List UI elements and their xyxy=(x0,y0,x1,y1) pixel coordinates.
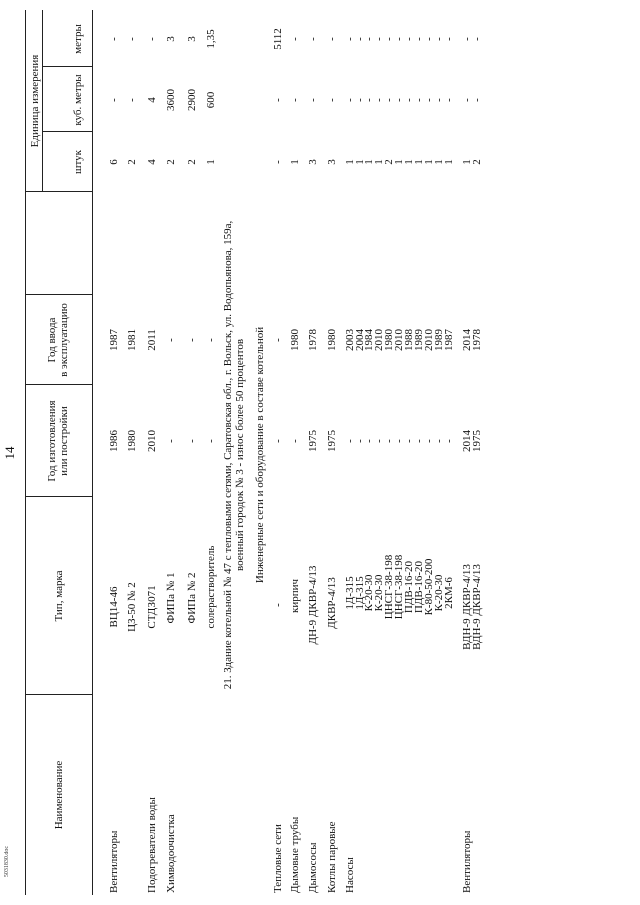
cell-made: - xyxy=(383,439,395,443)
cell-cubic: - xyxy=(471,98,483,102)
cell-pcs: 1 xyxy=(205,159,217,165)
table-top-border xyxy=(25,10,26,895)
cell-type: ПДВ-16-20 xyxy=(403,560,415,614)
cell-name: Котлы паровые xyxy=(326,821,338,893)
cell-cubic: - xyxy=(307,98,319,102)
cell-pcs: 2 xyxy=(186,159,198,165)
header-year-service-1: Год ввода xyxy=(46,317,58,363)
cell-cubic: - xyxy=(383,98,395,102)
col-divider-5 xyxy=(25,191,92,192)
cell-service: 1988 xyxy=(403,329,415,351)
cell-service: 1980 xyxy=(383,329,395,351)
cell-cubic: - xyxy=(461,98,473,102)
cell-pcs: 1 xyxy=(289,159,301,165)
cell-type: ДКВР-4/13 xyxy=(326,577,338,629)
cell-made: - xyxy=(354,439,366,443)
header-unit-meters: метры xyxy=(72,24,84,54)
cell-name: Дымовые трубы xyxy=(289,816,301,893)
cell-service: - xyxy=(186,338,198,342)
cell-type: К-80-50-200 xyxy=(423,558,435,616)
cell-made: - xyxy=(373,439,385,443)
cell-type: 1Д-315 xyxy=(344,576,356,610)
col-divider-3 xyxy=(25,384,92,385)
col-divider-1 xyxy=(25,694,92,695)
cell-made: 1975 xyxy=(307,430,319,452)
cell-meters: 3 xyxy=(165,36,177,42)
header-unit-pcs: штук xyxy=(72,150,84,174)
cell-type: К-20-30 xyxy=(363,574,375,612)
cell-made: - xyxy=(363,439,375,443)
section2-title-line-2: военный городок № 3 - износ более 50 процентов xyxy=(234,338,246,572)
cell-made: - xyxy=(413,439,425,443)
cell-meters: - xyxy=(433,37,445,41)
cell-made: - xyxy=(272,439,284,443)
cell-name: Подогреватели воды xyxy=(146,797,158,893)
cell-type: ВЦ14-46 xyxy=(108,586,120,628)
cell-name: Дымососы xyxy=(307,842,319,893)
cell-made: - xyxy=(433,439,445,443)
cell-meters: - xyxy=(471,37,483,41)
cell-pcs: 2 xyxy=(471,159,483,165)
cell-service: 2004 xyxy=(354,329,366,351)
cell-name: Вентиляторы xyxy=(461,830,473,893)
cell-service: 1980 xyxy=(326,329,338,351)
cell-cubic: - xyxy=(413,98,425,102)
cell-service: - xyxy=(272,338,284,342)
cell-meters: 1,35 xyxy=(205,29,217,49)
cell-cubic: - xyxy=(403,98,415,102)
header-type: Тип, марка xyxy=(53,570,65,622)
cell-type: 2КМ-6 xyxy=(443,577,455,609)
cell-meters: - xyxy=(383,37,395,41)
cell-type: 1Д-315 xyxy=(354,576,366,610)
cell-meters: - xyxy=(307,37,319,41)
cell-made: - xyxy=(393,439,405,443)
cell-cubic: - xyxy=(289,98,301,102)
cell-pcs: 4 xyxy=(146,159,158,165)
col-divider-7 xyxy=(42,66,92,67)
header-name: Наименование xyxy=(53,760,65,830)
cell-meters: - xyxy=(413,37,425,41)
cell-cubic: 4 xyxy=(146,97,158,103)
cell-pcs: 1 xyxy=(363,159,375,165)
cell-type: ФИПа № 2 xyxy=(186,572,198,624)
cell-cubic: 3600 xyxy=(165,89,177,111)
cell-pcs: 1 xyxy=(373,159,385,165)
cell-meters: - xyxy=(354,37,366,41)
cell-service: 2010 xyxy=(393,329,405,351)
cell-service: 1989 xyxy=(413,329,425,351)
cell-service: 1987 xyxy=(108,329,120,351)
cell-made: 2010 xyxy=(146,430,158,452)
cell-name: Тепловые сети xyxy=(272,824,284,893)
cell-type: ВДН-9 ДКВР-4/13 xyxy=(461,564,473,650)
cell-cubic: - xyxy=(443,98,455,102)
cell-cubic: - xyxy=(423,98,435,102)
cell-service: - xyxy=(165,338,177,342)
cell-pcs: 3 xyxy=(326,159,338,165)
cell-pcs: 1 xyxy=(433,159,445,165)
cell-service: - xyxy=(205,338,217,342)
cell-service: 2003 xyxy=(344,329,356,351)
cell-made: - xyxy=(403,439,415,443)
cell-cubic: - xyxy=(363,98,375,102)
cell-type: СТДЗ071 xyxy=(146,585,158,629)
cell-cubic: - xyxy=(126,98,138,102)
cell-meters: 5112 xyxy=(272,28,284,50)
cell-service: 2010 xyxy=(423,329,435,351)
header-unit-cubic: куб. метры xyxy=(72,74,84,126)
cell-cubic: - xyxy=(354,98,366,102)
cell-pcs: 1 xyxy=(413,159,425,165)
cell-pcs: 1 xyxy=(354,159,366,165)
cell-type: - xyxy=(272,603,284,607)
cell-pcs: 6 xyxy=(108,159,120,165)
cell-pcs: 3 xyxy=(307,159,319,165)
cell-meters: - xyxy=(393,37,405,41)
col-divider-4 xyxy=(25,294,92,295)
cell-meters: - xyxy=(373,37,385,41)
cell-pcs: 2 xyxy=(126,159,138,165)
cell-type: К-20-30 xyxy=(373,574,385,612)
cell-service: 2011 xyxy=(146,329,158,351)
cell-made: 1975 xyxy=(326,430,338,452)
cell-pcs: 1 xyxy=(344,159,356,165)
cell-type: ЦЗ-50 № 2 xyxy=(126,582,138,632)
cell-meters: - xyxy=(344,37,356,41)
cell-meters: - xyxy=(363,37,375,41)
cell-type: ЦНСГ-38-198 xyxy=(393,554,405,620)
cell-meters: - xyxy=(403,37,415,41)
section2-title-line-3: Инженерные сети и оборудование в составе котельной xyxy=(254,326,266,584)
cell-name: Химводоочистка xyxy=(165,814,177,893)
cell-type: кирпич xyxy=(289,578,301,614)
cell-made: - xyxy=(344,439,356,443)
cell-name: Вентиляторы xyxy=(108,830,120,893)
cell-meters: - xyxy=(126,37,138,41)
cell-cubic: - xyxy=(344,98,356,102)
section2-title-line-1: 21. Здание котельной № 47 с тепловыми сетями, Саратовская обл., г. Вольск, ул. Водопьянова, 159а, xyxy=(222,220,234,690)
cell-made: 1975 xyxy=(471,430,483,452)
header-year-made-1: Год изготовления xyxy=(46,400,58,482)
cell-made: - xyxy=(443,439,455,443)
cell-pcs: 2 xyxy=(383,159,395,165)
cell-service: 1989 xyxy=(433,329,445,351)
cell-service: 1987 xyxy=(443,329,455,351)
page-number: 14 xyxy=(2,446,17,460)
col-divider-2 xyxy=(25,496,92,497)
header-bottom-border xyxy=(92,10,93,895)
cell-meters: - xyxy=(108,37,120,41)
cell-meters: - xyxy=(146,37,158,41)
cell-service: 2010 xyxy=(373,329,385,351)
cell-meters: - xyxy=(461,37,473,41)
cell-service: 1981 xyxy=(126,329,138,351)
cell-pcs: - xyxy=(272,160,284,164)
header-year-made-2: или постройки xyxy=(58,406,70,476)
cell-type: солерастворитель xyxy=(205,545,217,629)
cell-service: 1978 xyxy=(471,329,483,351)
footer-filename: 5031830.doc xyxy=(4,846,10,878)
cell-cubic: - xyxy=(373,98,385,102)
header-unit: Единица измерения xyxy=(29,54,41,148)
cell-cubic: - xyxy=(433,98,445,102)
cell-made: - xyxy=(205,439,217,443)
cell-type: К-20-30 xyxy=(433,574,445,612)
cell-type: ПДВ-16-20 xyxy=(413,560,425,614)
cell-service: 1980 xyxy=(289,329,301,351)
cell-made: - xyxy=(186,439,198,443)
cell-made: 2014 xyxy=(461,430,473,452)
cell-meters: 3 xyxy=(186,36,198,42)
cell-pcs: 1 xyxy=(393,159,405,165)
cell-meters: - xyxy=(443,37,455,41)
cell-service: 1984 xyxy=(363,329,375,351)
cell-cubic: - xyxy=(326,98,338,102)
cell-pcs: 1 xyxy=(403,159,415,165)
cell-meters: - xyxy=(289,37,301,41)
cell-made: - xyxy=(423,439,435,443)
cell-cubic: - xyxy=(108,98,120,102)
cell-cubic: - xyxy=(393,98,405,102)
cell-type: ЦНСГ-38-198 xyxy=(383,554,395,620)
cell-cubic: - xyxy=(272,98,284,102)
header-year-service-2: в эксплуатацию xyxy=(58,303,70,377)
cell-cubic: 600 xyxy=(205,91,217,109)
cell-meters: - xyxy=(326,37,338,41)
unit-subheader-border xyxy=(42,10,43,192)
cell-made: - xyxy=(289,439,301,443)
cell-made: 1986 xyxy=(108,430,120,452)
cell-made: 1980 xyxy=(126,430,138,452)
cell-type: ДН-9 ДКВР-4/13 xyxy=(307,565,319,645)
cell-type: ФИПа № 1 xyxy=(165,572,177,624)
cell-type: ВДН-9 ДКВР-4/13 xyxy=(471,564,483,650)
cell-name: Насосы xyxy=(344,857,356,893)
cell-pcs: 2 xyxy=(165,159,177,165)
cell-service: 2014 xyxy=(461,329,473,351)
cell-pcs: 1 xyxy=(443,159,455,165)
cell-meters: - xyxy=(423,37,435,41)
cell-made: - xyxy=(165,439,177,443)
cell-service: 1978 xyxy=(307,329,319,351)
cell-pcs: 1 xyxy=(423,159,435,165)
cell-cubic: 2900 xyxy=(186,89,198,111)
cell-pcs: 1 xyxy=(461,159,473,165)
col-divider-6 xyxy=(42,131,92,132)
